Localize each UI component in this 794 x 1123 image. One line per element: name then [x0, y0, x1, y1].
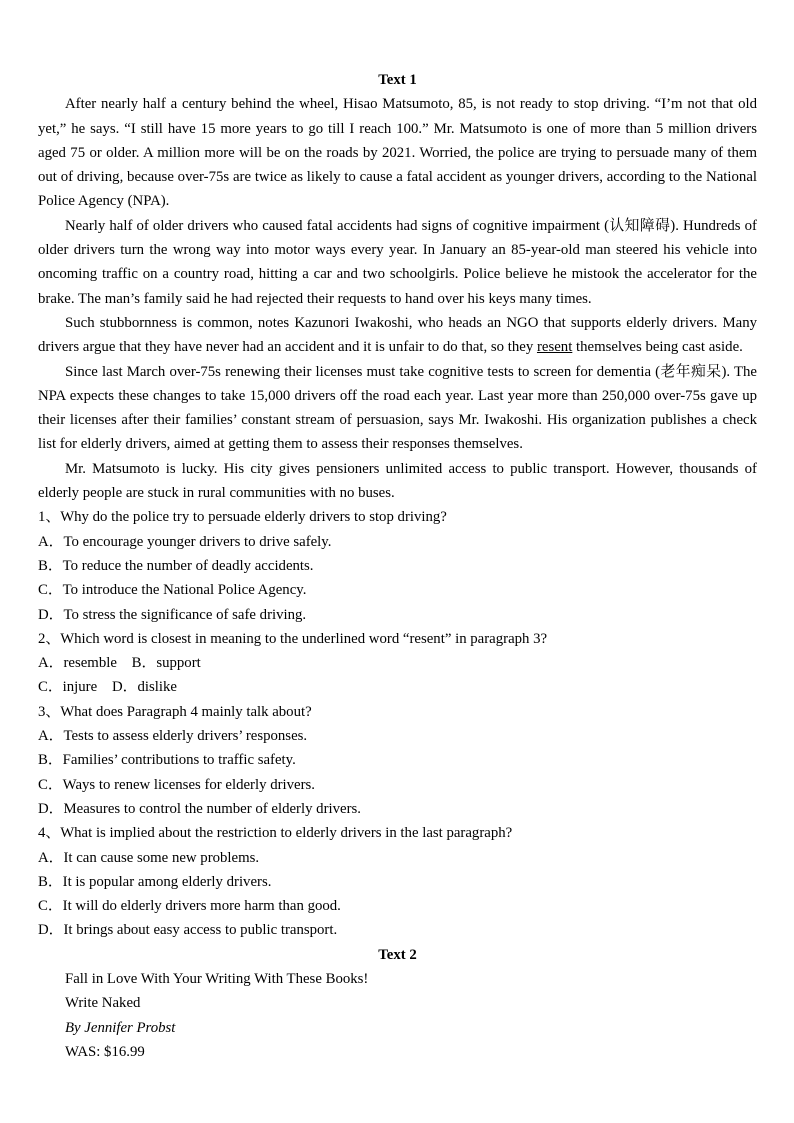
text2-block	[38, 967, 757, 1064]
question-3-option-b: B．Families’ contributions to traffic safety.	[38, 752, 296, 769]
question-3-stem: 3、What does Paragraph 4 mainly talk about?	[38, 703, 312, 720]
question-3-option-a: A．Tests to assess elderly drivers’ responses.	[38, 728, 308, 745]
question-4-option-b: B．It is popular among elderly drivers.	[38, 873, 272, 890]
text2-price-line: WAS: $16.99	[65, 1043, 145, 1060]
question-1-option-d: D．To stress the significance of safe driving.	[38, 606, 307, 623]
question-4-option-a: A．It can cause some new problems.	[38, 849, 260, 866]
paragraph-3-text-after: themselves being cast aside.	[572, 339, 743, 356]
text1-heading: Text 1	[378, 72, 417, 88]
question-1-option-b: B．To reduce the number of deadly accidents.	[38, 557, 314, 574]
question-4-option-c: C．It will do elderly drivers more harm than good.	[38, 898, 341, 915]
question-4-option-d: D．It brings about easy access to public transport.	[38, 922, 338, 939]
text2-book-title: Write Naked	[65, 995, 141, 1012]
text1-paragraph-5: Mr. Matsumoto is lucky. His city gives pensioners unlimited access to public transport. However, thousands of elderly people are stuck in rural communities with no buses.	[38, 460, 757, 502]
question-3-option-c: C．Ways to renew licenses for elderly drivers.	[38, 776, 315, 793]
paragraph-3-text-before: Such stubbornness is common, notes Kazunori Iwakoshi, who heads an NGO that supports elderly drivers. Many drivers argue that they have never had an accident and it is unfair to do that, so they	[38, 314, 757, 356]
text2-title-line: Fall in Love With Your Writing With These Books!	[65, 970, 369, 987]
question-4-stem: 4、What is implied about the restriction to elderly drivers in the last paragraph?	[38, 825, 513, 842]
underlined-word-resent: resent	[536, 339, 573, 356]
question-3-option-d: D．Measures to control the number of elderly drivers.	[38, 800, 361, 817]
text1-paragraph-1: After nearly half a century behind the wheel, Hisao Matsumoto, 85, is not ready to stop driving. “I’m not that old yet,” he says. “I still have 15 more years to go till I reach 100.” Mr. Matsumoto is one of more than 5 million drivers aged 75 or older. A million more will be on the roads by 2021. Worried, the police are trying to persuade many of them out of driving, because over-75s are twice as likely to cause a fatal accident as younger drivers, according to the National Police Agency (NPA).	[38, 96, 757, 210]
text2-heading: Text 2	[378, 946, 417, 963]
question-1-option-c: C．To introduce the National Police Agency.	[38, 582, 307, 599]
text1-paragraph-4: Since last March over-75s renewing their licenses must take cognitive tests to screen for dementia (老年痴呆). The NPA expects these changes to take 15,000 drivers off the road each year. Last year more than 250,000 over-75s gave up their licenses after their families’ constant stream of persuasion, says Mr. Iwakoshi. His organization publishes a check list for elderly drivers, aimed at getting them to assess their responses themselves.	[38, 363, 757, 453]
question-1-option-a: A．To encourage younger drivers to drive safely.	[38, 533, 332, 550]
text1-paragraph-2: Nearly half of older drivers who caused fatal accidents had signs of cognitive impairment (认知障碍). Hundreds of older drivers turn the wrong way into motor ways every year. In January an 85-year-old man steered his vehicle into oncoming traffic on a country road, hitting a car and two schoolgirls. Police believe he mistook the accelerator for the brake. The man’s family said he had rejected their requests to hand over his keys many times.	[38, 217, 757, 307]
question-2-stem: 2、Which word is closest in meaning to the underlined word “resent” in paragraph 3?	[38, 630, 548, 647]
question-2-options-cd: C．injure D．dislike	[38, 679, 177, 696]
text1-question-block	[38, 505, 757, 942]
text2-author-line: By Jennifer Probst	[65, 1019, 176, 1036]
text1-paragraph-3	[38, 311, 757, 360]
question-1-stem: 1、Why do the police try to persuade elderly drivers to stop driving?	[38, 509, 447, 526]
question-2-options-ab: A．resemble B．support	[38, 655, 201, 672]
